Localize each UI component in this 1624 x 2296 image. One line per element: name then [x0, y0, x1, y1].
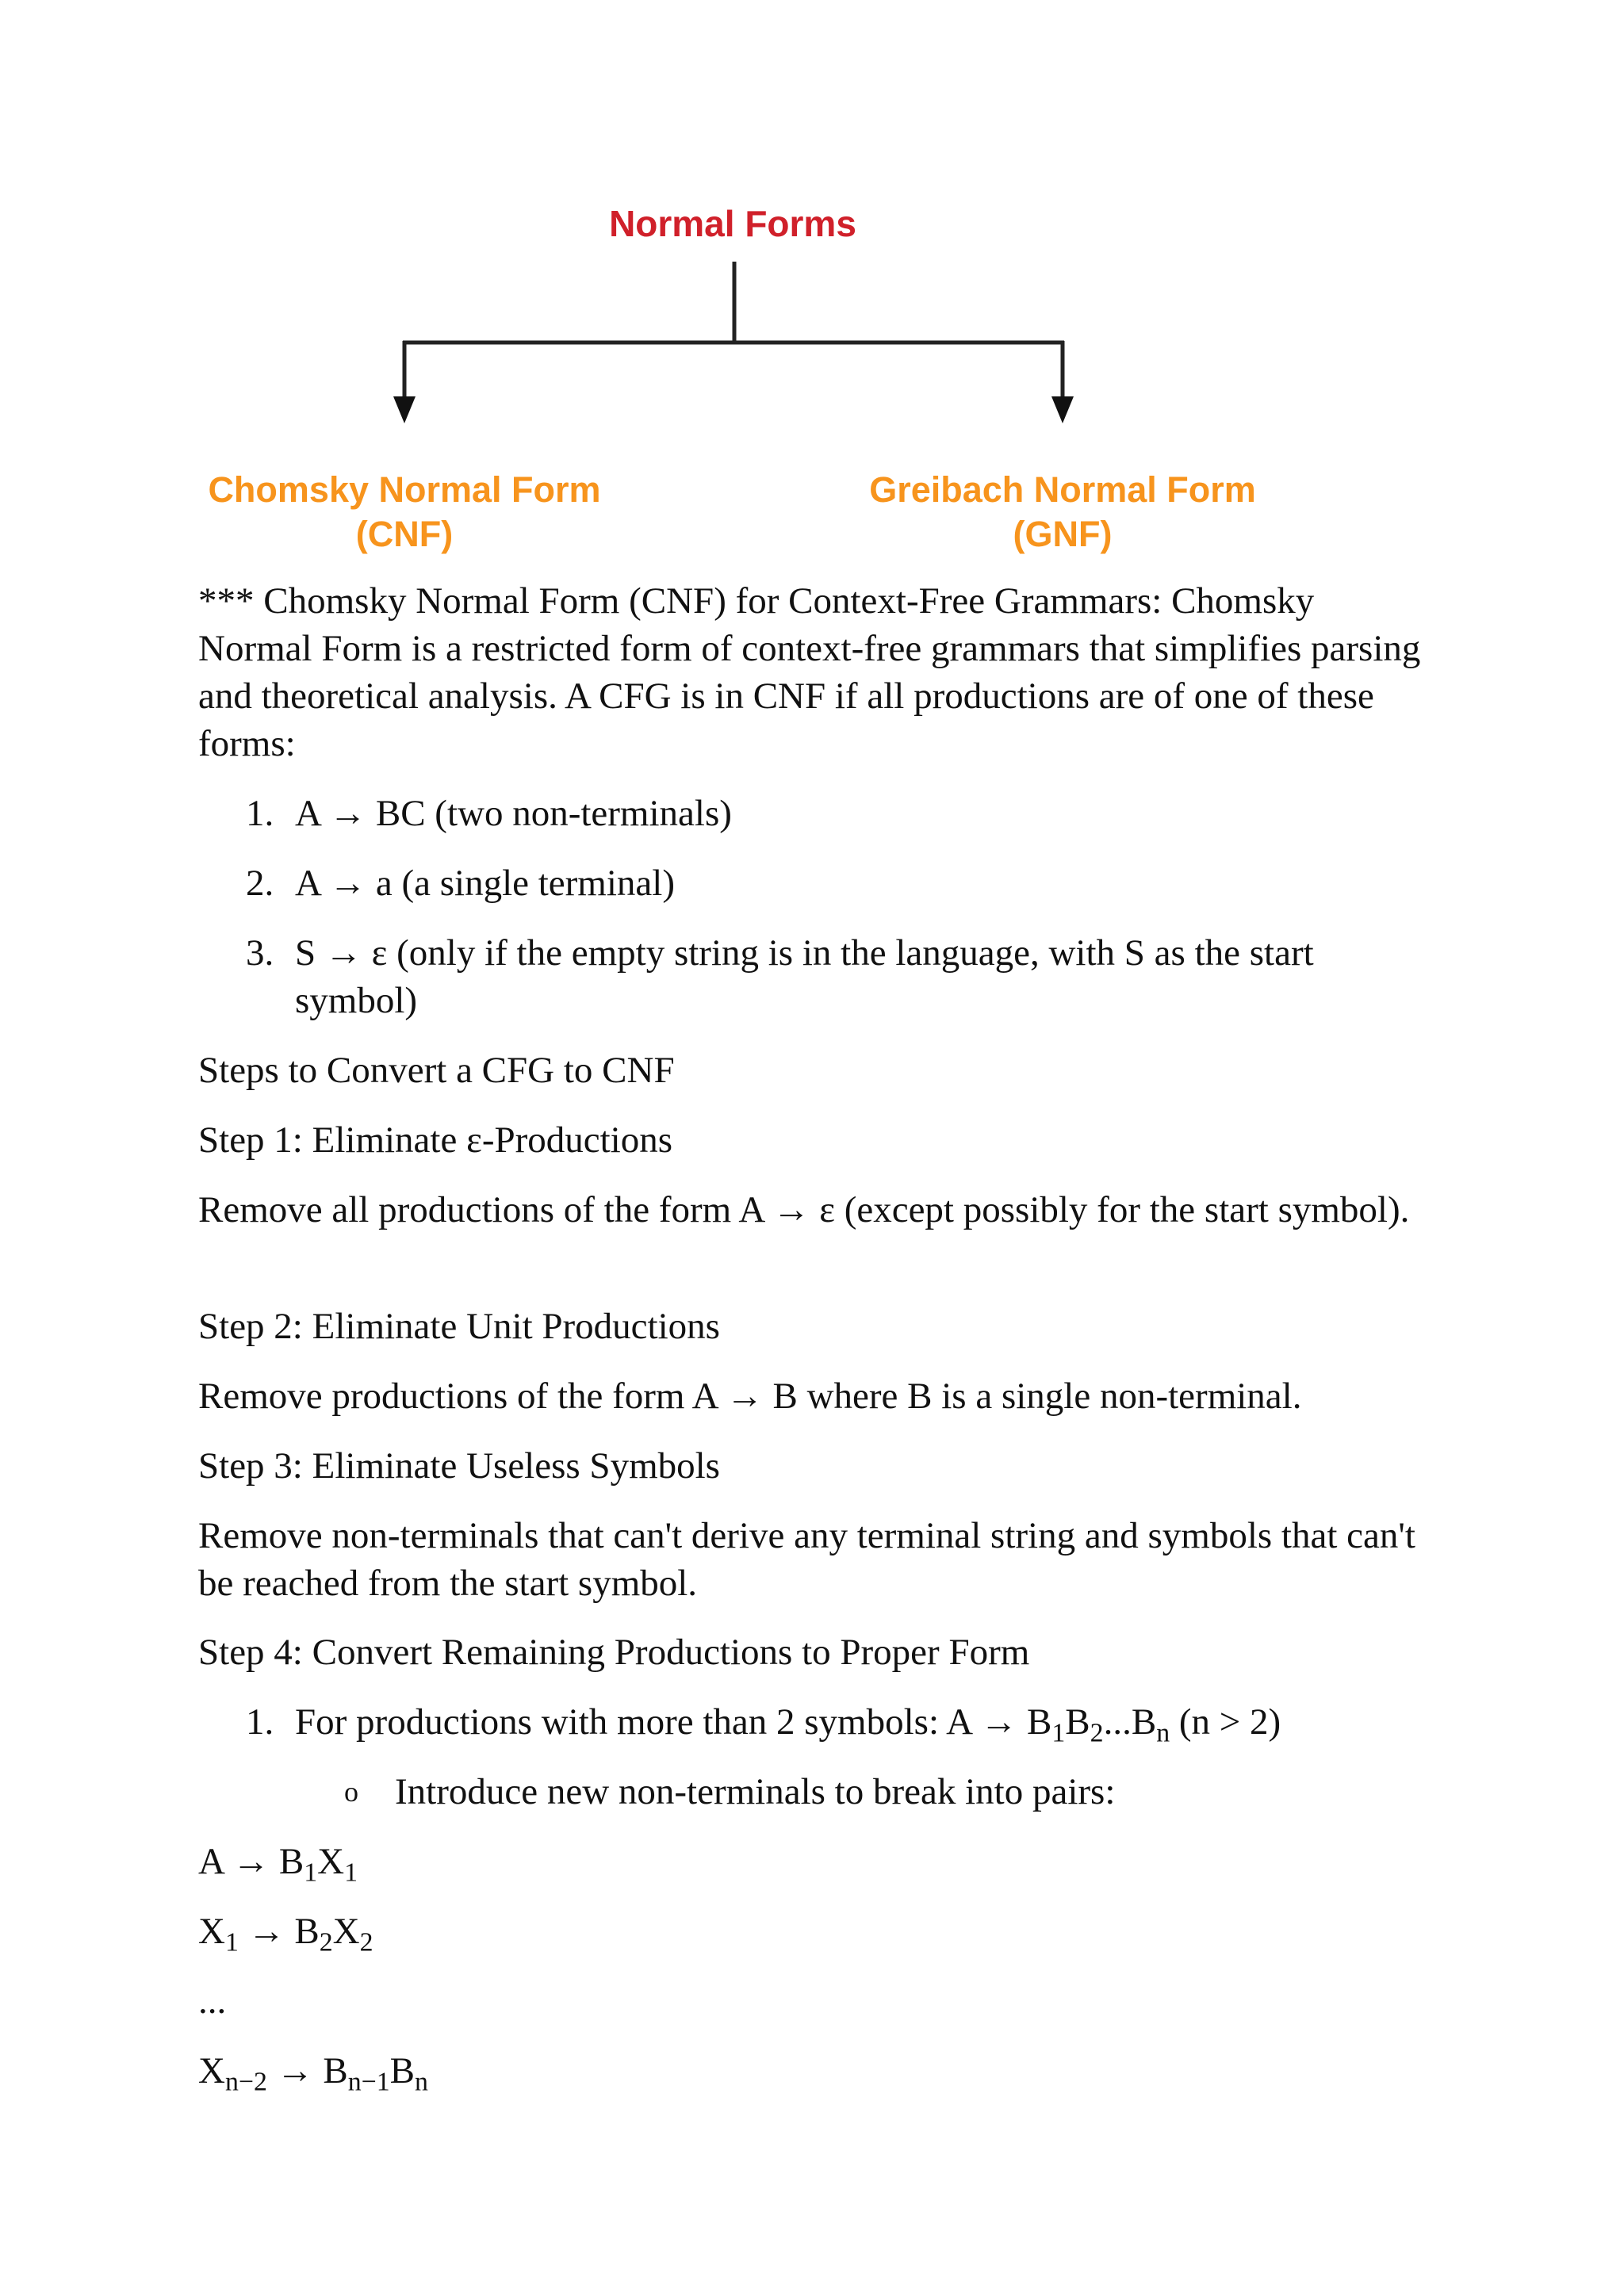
production-rule — [198, 2047, 1435, 2095]
step4-sub-text: Introduce new non-terminals to break into pairs: — [395, 1771, 1116, 1812]
step3-text: Remove non-terminals that can't derive any terminal string and symbols that can't be reached from the start symbol. — [198, 1515, 1415, 1604]
symbol: → B — [266, 2050, 348, 2091]
normal-forms-diagram — [0, 0, 1624, 587]
step1-title: Step 1: Eliminate ε-Productions — [198, 1119, 673, 1161]
step1-text: Remove all productions of the form A → ε (except possibly for the start symbol). — [198, 1189, 1410, 1230]
gnf-node-name: Greibach Normal Form — [869, 469, 1256, 510]
subscript: n — [1156, 1718, 1170, 1748]
symbol: B — [1065, 1701, 1090, 1743]
step4-item-prefix: For productions with more than 2 symbols: A → B — [295, 1701, 1052, 1743]
left-arrowhead-icon — [393, 396, 416, 423]
form-item-number: 3. — [246, 932, 274, 974]
subscript: 1 — [344, 1858, 358, 1888]
symbol: X — [198, 1911, 225, 1952]
subscript: 1 — [1051, 1718, 1066, 1748]
subscript: n — [414, 2067, 428, 2097]
gnf-node-abbrev: (GNF) — [1013, 514, 1113, 554]
intro-paragraph: *** Chomsky Normal Form (CNF) for Context-Free Grammars: Chomsky Normal Form is a restricted form of context-free grammars that simplifies parsing and theoretical analysis. A CFG is in CNF if all productions are of one of these forms: — [198, 580, 1421, 764]
steps-heading: Steps to Convert a CFG to CNF — [198, 1050, 675, 1091]
symbol: X — [317, 1841, 345, 1882]
form-item-text: S → ε (only if the empty string is in the language, with S as the start symbol) — [295, 932, 1314, 1021]
form-item-text: A → BC (two non-terminals) — [295, 793, 732, 834]
subscript: 2 — [1090, 1718, 1104, 1748]
gnf-node-label — [785, 468, 1340, 557]
symbol: X — [332, 1911, 360, 1952]
ellipsis: ... — [198, 1980, 227, 2022]
step3-title: Step 3: Eliminate Useless Symbols — [198, 1445, 720, 1487]
step2-text: Remove productions of the form A → B where B is a single non-terminal. — [198, 1376, 1302, 1417]
bullet-icon: o — [344, 1776, 358, 1808]
subscript: n−1 — [347, 2067, 390, 2097]
subscript: n−2 — [224, 2067, 267, 2097]
symbol: → B — [238, 1911, 320, 1952]
cnf-node-label — [127, 468, 682, 557]
symbol: B — [389, 2050, 415, 2091]
step4-title: Step 4: Convert Remaining Productions to Proper Form — [198, 1632, 1030, 1673]
right-arrowhead-icon — [1051, 396, 1074, 423]
root-node-label: Normal Forms — [609, 203, 856, 244]
production-rule — [198, 1908, 1435, 1955]
cnf-node-name: Chomsky Normal Form — [208, 469, 601, 510]
production-rule — [198, 1838, 1435, 1888]
subscript: 2 — [319, 1927, 333, 1957]
form-item-text: A → a (a single terminal) — [295, 863, 675, 904]
step2-title: Step 2: Eliminate Unit Productions — [198, 1306, 720, 1347]
step4-item-suffix: (n > 2) — [1170, 1701, 1281, 1743]
step4-item-number: 1. — [246, 1701, 274, 1743]
subscript: 2 — [359, 1927, 373, 1957]
subscript: 1 — [224, 1927, 239, 1957]
cnf-node-abbrev: (CNF) — [355, 514, 454, 554]
form-item-number: 1. — [246, 793, 274, 834]
form-item-number: 2. — [246, 863, 274, 904]
symbol: ...B — [1103, 1701, 1157, 1743]
symbol: X — [198, 2050, 225, 2091]
subscript: 1 — [304, 1858, 318, 1888]
step4-item-text — [295, 1698, 1421, 1746]
symbol: A → B — [198, 1841, 304, 1882]
